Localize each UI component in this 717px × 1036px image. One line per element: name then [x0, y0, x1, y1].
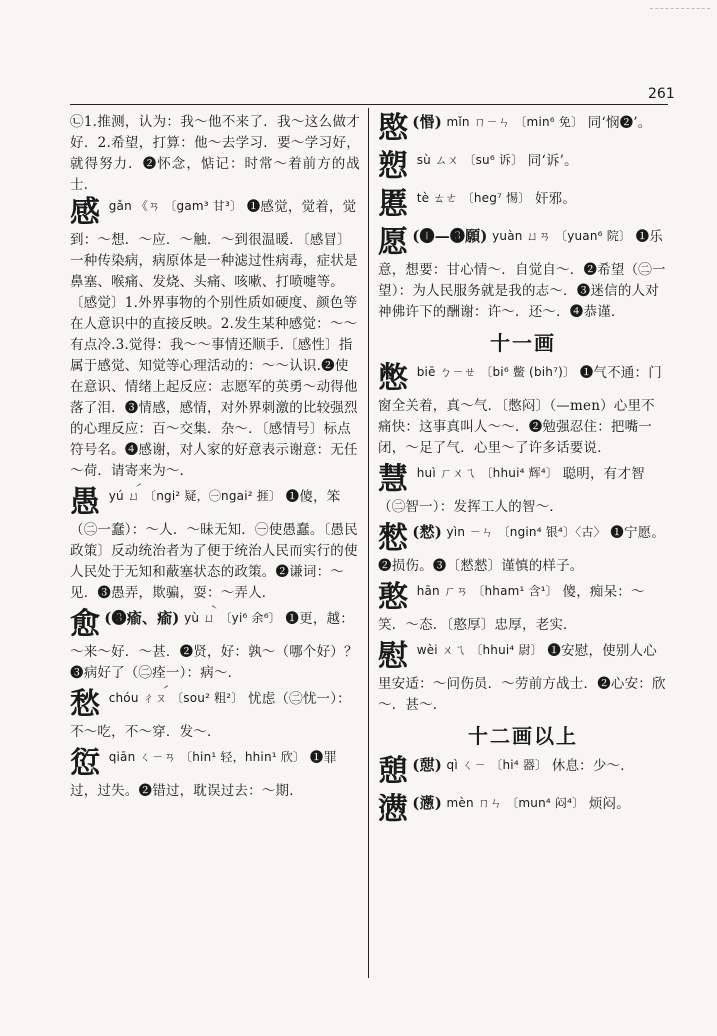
dict-entry	[70, 608, 360, 684]
dict-entry	[378, 522, 668, 577]
headword: 慧	[378, 462, 409, 497]
headword: 愿	[378, 225, 409, 260]
definition: 忧虑（㊁忧一）：不～吃，不～穿．发～．	[70, 691, 351, 740]
page-number: 261	[648, 86, 675, 102]
headword: 愆	[70, 746, 101, 781]
dict-entry	[70, 747, 360, 802]
right-column	[378, 112, 668, 831]
pronunciation: mèn ㄇㄣ 〔mun⁴ 闷⁴〕	[446, 796, 585, 810]
definition: 同‘诉’。	[527, 153, 578, 169]
definition: 聪明，有才智（㊁智一）：发挥工人的智～．	[378, 466, 645, 515]
variant: (惽)	[412, 113, 442, 131]
pronunciation: yuàn ㄩㄢ 〔yuan⁶ 院〕	[492, 229, 632, 243]
pronunciation: yù ㄩ̀ 〔yi⁶ 余⁶〕	[184, 611, 281, 625]
pronunciation: qiān ㄑㄧㄢ 〔hin¹ 轻，hhin¹ 欣〕	[108, 750, 306, 764]
definition: ❶乐意，想要：甘心情～．自觉自～．❷希望（㊁一望）：为人民服务就是我的志～．❸迷信的人对神佛许下的酬谢：许～．还～．❹恭谨．	[378, 229, 666, 320]
dict-entry	[378, 112, 668, 146]
pronunciation: chóu ㄔㄡ́ 〔sou² 粗²〕	[108, 691, 244, 705]
dict-entry	[378, 150, 668, 184]
section-heading-11-strokes: 十一画	[490, 331, 556, 355]
variant: (懣)	[412, 794, 442, 812]
dict-entry	[378, 640, 668, 716]
dict-entry	[378, 188, 668, 222]
variant: (慭)	[412, 523, 442, 541]
definition: 奸邪。	[534, 191, 577, 207]
headword: 感	[70, 195, 101, 230]
definition: ❶气不通：门窗全关着，真～气．〔憋闷〕（—men）心里不痛快：这事真叫人～～．❷勉强忍住：把嘴一闭，～足了气．心里～了许多话要说．	[378, 365, 662, 456]
dict-entry	[378, 793, 668, 827]
pronunciation: yú ㄩ́ 〔ngi² 疑，㊀ngai² 捱〕	[108, 489, 282, 503]
pronunciation: sù ㄙㄨ 〔su⁶ 诉〕	[416, 153, 524, 167]
dict-entry	[378, 226, 668, 323]
definition: 傻，痴呆：～笑．～态．〔憨厚〕忠厚，老实．	[378, 584, 645, 633]
definition: 烦闷。	[588, 796, 630, 812]
headword: 愚	[70, 485, 101, 520]
pronunciation: yìn ㄧㄣ 〔ngin⁴ 银⁴〕〈古〉	[446, 525, 606, 539]
definition: ❶感觉，觉着，觉到：～想．～应．～触．～到很温暖．〔感冒〕一种传染病，病原体是一种滤过性病毒，症状是鼻塞、喉痛、发烧、头痛、咳嗽、打喷嚏等。〔感觉〕1.外界事物的个别性质如硬度、颜色等在人意识中的直接反映。2.发生某种感觉：～～有点冷.3.觉得：我～～事情还顺手.〔感性〕指属于感觉、知觉等心理活动的：～～认识.❷使在意识、情绪上起反应：志愿军的英勇～动得他落了泪．❸情感，感情，对外界刺激的比较强烈的心理反应：百～交集．杂～．〔感情号〕标点符号名。❹感谢，对人家的好意表示谢意：无任～荷．请寄来为～．	[70, 199, 358, 479]
pronunciation: hān ㄏㄢ 〔hham¹ 含¹〕	[416, 584, 558, 598]
headword: 憨	[378, 580, 409, 615]
headword: 憖	[378, 521, 409, 556]
headword: 愈	[70, 607, 101, 642]
variant: (❶—❸願)	[412, 227, 488, 245]
dict-entry	[378, 581, 668, 636]
dict-entry	[378, 755, 668, 789]
dict-entry	[70, 196, 360, 482]
headword: 愁	[70, 687, 101, 722]
dict-entry	[378, 362, 668, 459]
headword: 慝	[378, 187, 409, 222]
dict-entry	[70, 688, 360, 743]
pronunciation: gǎn 《ㄢ 〔gam³ 甘³〕	[108, 199, 243, 213]
headword: 懑	[378, 792, 409, 827]
definition: ❶更，越：～来～好．～甚．❷贤，好：孰～（哪个好）？❸病好了（㊁痊一）：病～．	[70, 611, 358, 681]
section-heading-12-plus-strokes: 十二画以上	[468, 724, 578, 748]
pronunciation: biē ㄅㄧㄝ 〔bi⁶ 鳖 (bih⁷)〕	[416, 365, 576, 379]
pronunciation: mǐn ㄇㄧㄣ 〔min⁶ 免〕	[446, 115, 584, 129]
pronunciation: huì ㄏㄨㄟ 〔hhui⁴ 辉⁴〕	[416, 466, 559, 480]
pronunciation: qì ㄑㄧ 〔hi⁴ 器〕	[446, 758, 548, 772]
pronunciation: tè ㄊㄜ 〔heg⁷ 惕〕	[416, 191, 531, 205]
variant: (❸瘉、瘉)	[104, 609, 180, 627]
headword: 愬	[378, 149, 409, 184]
scan-artifact	[650, 8, 710, 11]
headword: 慰	[378, 639, 409, 674]
headword: 愍	[378, 111, 409, 146]
column-divider	[368, 108, 369, 978]
definition: 同‘悯❷’。	[587, 115, 652, 131]
definition: ❶宁愿。❷损伤。❸〔憖憖〕谨慎的样子。	[378, 525, 666, 574]
definition: ❶安慰，使别人心里安适：～问伤员．～劳前方战士．❷心安：欣～．甚～．	[378, 643, 666, 713]
definition: ❶罪过，过失。❷错过，耽误过去：～期．	[70, 750, 338, 799]
variant: (憇)	[412, 756, 442, 774]
definition: 休息：少～．	[551, 758, 634, 774]
definition: ❶傻，笨（㊁一蠢）：～人．～昧无知．㊀使愚蠢。〔愚民政策〕反动统治者为了便于统治人民而实行的使人民处于无知和蔽塞状态的政策。❷谦词：～见．❸愚弄，欺骗，耍：～弄人．	[70, 489, 358, 601]
continued-text: ㉡1.推测，认为：我～他不来了．我～这么做才好．2.希望，打算：他～去学习．要～学习好，就得努力．❷怀念，惦记：时常～着前方的战士．	[70, 114, 360, 193]
dict-entry	[378, 463, 668, 518]
pronunciation: wèi ㄨㄟ 〔hhui⁴ 尉〕	[416, 643, 543, 657]
dict-entry	[70, 486, 360, 604]
headword: 憋	[378, 361, 409, 396]
headword: 憩	[378, 754, 409, 789]
header-rule	[70, 104, 668, 105]
left-column	[70, 112, 360, 806]
